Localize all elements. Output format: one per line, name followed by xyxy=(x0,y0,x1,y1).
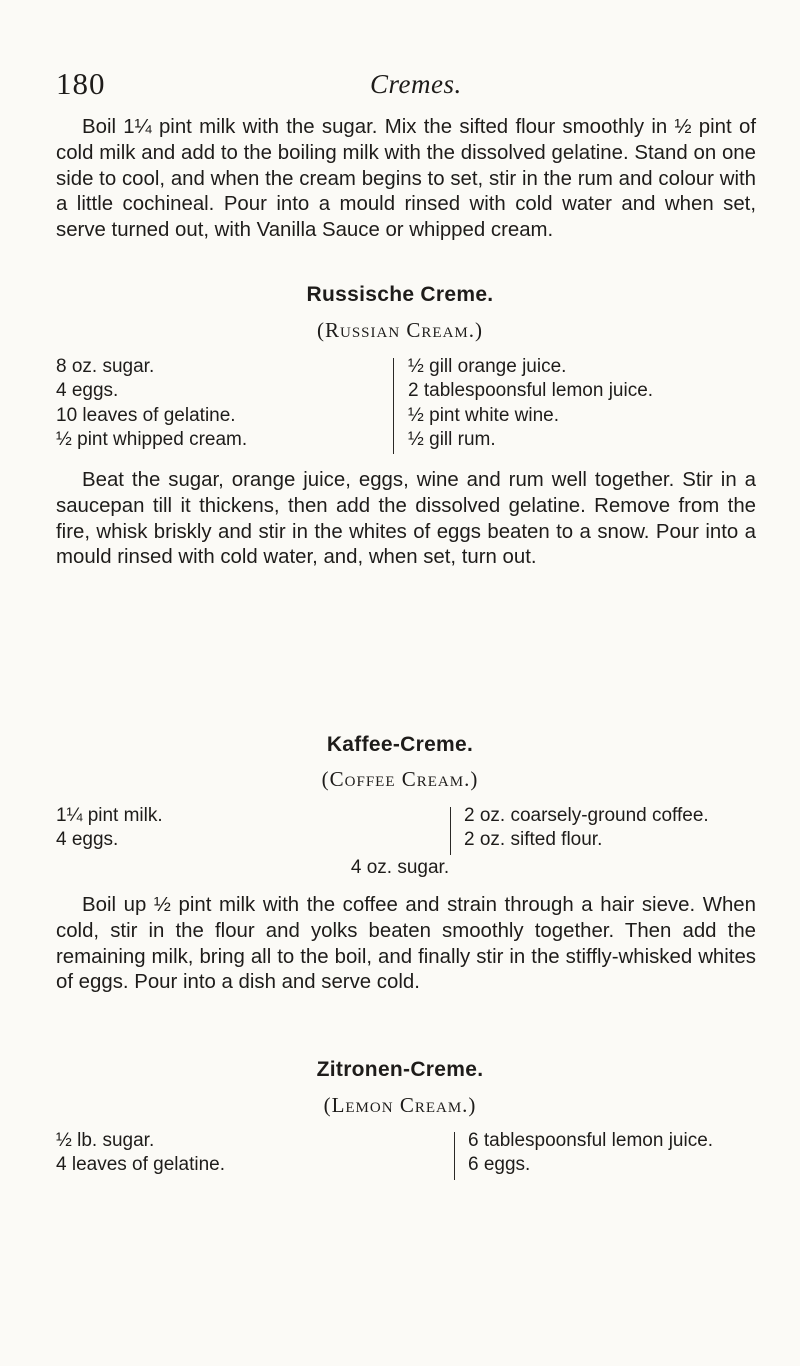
ingredient-line: 4 leaves of gelatine. xyxy=(56,1154,226,1176)
ingredient-line: 6 eggs. xyxy=(468,1154,531,1176)
ingredient-line: ½ pint white wine. xyxy=(408,404,560,426)
ingredients-right-russian xyxy=(408,355,653,452)
recipe-title-zitronen-creme: Zitronen-Creme. xyxy=(316,1058,484,1081)
column-divider xyxy=(450,807,451,855)
ingredient-line: 6 tablespoonsful lemon juice. xyxy=(468,1130,714,1151)
column-divider xyxy=(393,358,394,454)
ingredient-line: ½ pint whipped cream. xyxy=(56,428,248,450)
recipe-subtitle-coffee-cream: (Coffee Cream.) xyxy=(321,767,479,791)
running-head: Cremes. xyxy=(370,69,462,99)
recipe-title-russische-creme: Russische Creme. xyxy=(306,283,494,306)
ingredient-line: 1¼ pint milk. xyxy=(56,805,163,826)
ingredients-right-coffee xyxy=(464,804,709,853)
ingredient-line: 4 eggs. xyxy=(56,829,119,851)
recipe-subtitle-russian-cream: (Russian Cream.) xyxy=(316,318,483,342)
page-number: 180 xyxy=(56,66,106,101)
ingredients-left-russian xyxy=(56,355,247,452)
column-divider xyxy=(454,1132,455,1180)
method-coffee-cream: Boil up ½ pint milk with the coffee and strain through a hair sieve. When cold, stir in the flour and yolks beaten smoothly together. Then add the remaining milk, bring all to the boil, and finally stir in the stiffly-whisked whites of eggs. Pour into a dish and serve cold. xyxy=(56,894,756,994)
ingredient-line: ½ gill orange juice. xyxy=(408,356,567,377)
ingredients-left-coffee xyxy=(56,804,163,853)
ingredients-right-lemon xyxy=(468,1129,713,1178)
ingredient-line: 2 oz. sifted flour. xyxy=(464,829,603,851)
ingredient-line: ½ gill rum. xyxy=(408,428,496,450)
ingredient-line: 2 tablespoonsful lemon juice. xyxy=(408,380,654,402)
method-russian-cream: Beat the sugar, orange juice, eggs, wine and rum well together. Stir in a saucepan till it thickens, then add the dissolved gelatine. Remove from the fire, whisk briskly and stir in the whites of eggs beaten to a snow. Pour into a mould rinsed with cold water, and, when set, turn out. xyxy=(56,469,756,569)
intro-paragraph: Boil 1¼ pint milk with the sugar. Mix the sifted flour smoothly in ½ pint of cold milk and add to the boiling milk with the dissolved gelatine. Stand on one side to cool, and when the cream begins to set, stir in the rum and colour with a little cochineal. Pour into a mould rinsed with cold water and when set, serve turned out, with Vanilla Sauce or whipped cream. xyxy=(56,116,756,242)
ingredient-line: 10 leaves of gelatine. xyxy=(56,404,236,426)
ingredient-center-line: 4 oz. sugar. xyxy=(350,857,450,878)
ingredients-left-lemon xyxy=(56,1129,225,1178)
recipe-subtitle-lemon-cream: (Lemon Cream.) xyxy=(323,1093,477,1117)
ingredient-line: 4 eggs. xyxy=(56,380,119,402)
ingredient-line: 8 oz. sugar. xyxy=(56,356,155,377)
ingredient-line: ½ lb. sugar. xyxy=(56,1130,155,1151)
ingredient-line: 2 oz. coarsely-ground coffee. xyxy=(464,805,709,826)
recipe-title-kaffee-creme: Kaffee-Creme. xyxy=(326,733,474,756)
